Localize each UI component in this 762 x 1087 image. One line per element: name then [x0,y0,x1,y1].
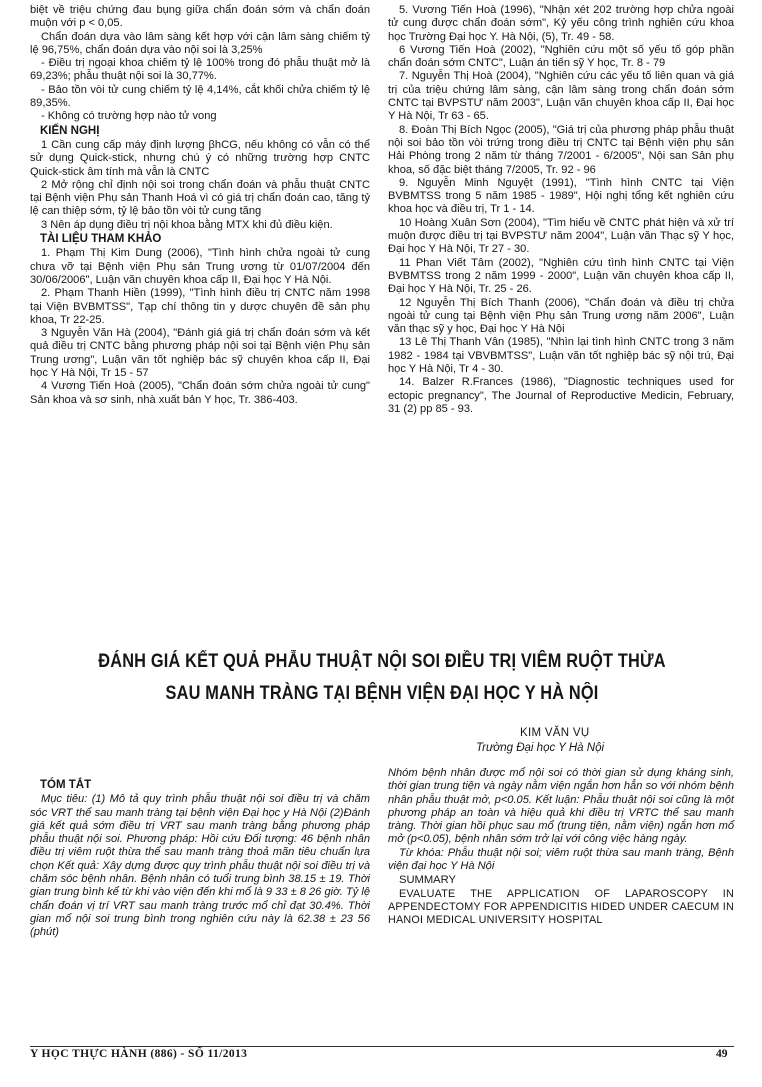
abstract-left-text: Mục tiêu: (1) Mô tả quy trình phẫu thuật nội soi điều trị và chăm sóc VRT thể sau manh tràng tại bệnh viện Đại học y Hà Nội (2)Đánh giá kết quả sớm điều trị VRT sau manh tràng bằng phương pháp phẫu thuật nội soi. Phương pháp: Hồi cứu Đối tượng: 46 bệnh nhân điều trị viêm ruột thừa thể sau manh tràng thoả mãn tiêu chuẩn lựa chọn Kết quả: Xây dựng được quy trình phẫu thuật nội soi điều trị và chăm sóc bệnh nhân. Bệnh nhân có tuổi trung bình 38.15 ± 19. Thời gian trung bình kể từ khi vào viện đến khi mổ là 9 33 ± 8 26 giờ. Tỷ lệ chẩn đoán vị trí VRT sau manh tràng trước mổ chỉ đạt 30.4%. Thời gian mổ nội soi trung bình trong nghiên cứu này là 62.38 ± 23 56 (phút) [30,793,370,939]
paragraph: 3 Nên áp dụng điều trị nội khoa bằng MTX khi đủ điều kiện. [41,218,333,231]
paragraph: - Điều trị ngoại khoa chiếm tỷ lệ 100% trong đó phẫu thuật mở là 69,23%; phẫu thuật nội soi là 30,77%. [30,57,370,83]
paragraph: biệt về triệu chứng đau bụng giữa chẩn đoán sớm và chẩn đoán muộn với p < 0,05. [30,4,370,30]
reference-item: 1. Phạm Thị Kim Dung (2006), "Tình hình chửa ngoài tử cung chưa vỡ tại Bệnh viện Phụ sản Trung ương từ 01/07/2004 đến 30/06/2006", Luận văn chuyên khoa cấp II, Đại học Y Hà Nội. [30,247,370,286]
reference-item: 14. Balzer R.Frances (1986), "Diagnostic techniques used for ectopic pregnancy", The Journal of Reproductive Medicin, February, 31 (2) pp 85 - 93. [388,376,734,415]
keywords: Từ khóa: Phẫu thuật nội soi; viêm ruột thừa sau manh tràng, Bệnh viện đại học Y Hà Nội [388,846,734,873]
right-column-top [388,4,734,416]
reference-item: 9. Nguyễn Minh Nguyệt (1991), "Tình hình CNTC tại Viện BVBMTSS trong 5 năm 1985 - 1989", Hội nghị tổng kết nghiên cứu khoa học và điều trị, Tr 1 - 14. [388,176,734,216]
paragraph: - Không có trường hợp nào tử vong [41,110,217,123]
reference-item: 7. Nguyễn Thị Hoà (2004), "Nghiên cứu các yếu tố liên quan và giá trị của triệu chứng lâm sàng, cận lâm sàng trong chẩn đoán sớm CNTC tại BVPSTƯ năm 2003", Luận văn chuyên khoa cấp II, Đại học Y Hà Nội, Tr 63 - 65. [388,70,734,123]
section-heading: KIẾN NGHỊ [40,124,100,137]
reference-item: 10 Hoàng Xuân Sơn (2004), "Tìm hiểu về CNTC phát hiện và xử trí muộn được điều trị tại BVPSTƯ năm 2004", Luận văn Thạc sỹ Y học, Đại học Y Hà Nội, Tr 27 - 30. [388,216,734,256]
summary-en-title: EVALUATE THE APPLICATION OF LAPAROSCOPY IN APPENDECTOMY FOR APPENDICITIS HIDED UNDER CAECUM IN HANOI MEDICAL UNIVERSITY HOSPITAL [388,887,734,927]
article-title-line-1: ĐÁNH GIÁ KẾT QUẢ PHẪU THUẬT NỘI SOI ĐIỀU TRỊ VIÊM RUỘT THỪA [98,651,666,672]
author-name: KIM VĂN VỤ [520,727,590,739]
reference-item: 5. Vương Tiến Hoà (1996), "Nhận xét 202 trường hợp chửa ngoài tử cung được chẩn đoán sớm", Kỷ yếu công trình nghiên cứu khoa học Trường Đại học Y. Hà Nội, (5), Tr. 49 - 58. [388,4,734,43]
author-affiliation: Trường Đại học Y Hà Nội [476,742,605,754]
reference-item: 13 Lê Thị Thanh Vân (1985), "Nhìn lại tình hình CNTC trong 3 năm 1982 - 1984 tại VBVBMTSS", Luận văn tốt nghiệp bác sỹ nội trú, Đại học Y Hà Nội, Tr 4 - 30. [388,336,734,376]
reference-item: 3 Nguyễn Văn Hà (2004), "Đánh giá giá trị chẩn đoán sớm và kết quả điều trị CNTC bằng phương pháp nội soi tại Bệnh viện Phụ sản Trung ương", Luận văn tốt nghiệp bác sỹ chuyên khoa cấp II, Đại học Y Hà Nội, Tr 15 - 57 [30,327,370,380]
abstract-right-column [388,767,734,928]
abstract-right-text: Nhóm bệnh nhân được mổ nội soi có thời gian sử dụng kháng sinh, thời gian trung tiện và ngày nằm viện ngắn hơn hẳn so với nhóm bệnh nhân phẫu thuật mở, p<0.05. Kết luận: Phẫu thuật nội soi cũng là một phương pháp an toàn và hiệu quả khi điều trị VRTC thể sau manh tràng. Thời gian hồi phục sau mổ (trung tiện, nằm viện) ngắn hơn mổ mở (p<0.05), bệnh nhân sớm trở lại với công việc hàng ngày. [388,767,734,846]
article-title-line-2: SAU MANH TRÀNG TẠI BỆNH VIỆN ĐẠI HỌC Y HÀ NỘI [165,683,599,704]
left-column-top [30,4,370,407]
reference-item: 6 Vương Tiến Hoà (2002), "Nghiên cứu một số yếu tố góp phần chẩn đoán sớm CNTC", Luận án tiến sỹ Y học, Tr. 8 - 79 [388,43,734,70]
reference-item: 12 Nguyễn Thị Bích Thanh (2006), "Chẩn đoán và điều trị chửa ngoài tử cung tại Bệnh viện Phụ sản Trung ương năm 2006", Luận văn thạc sỹ y học, Đại học Y Hà Nội [388,296,734,336]
paragraph: Chẩn đoán dựa vào lâm sàng kết hợp với cận lâm sàng chiếm tỷ lệ 96,75%, chẩn đoán dựa vào nội soi là 3,25% [30,30,370,56]
reference-item: 11 Phan Viết Tâm (2002), "Nghiên cứu tình hình CNTC tại Viện BVBMTSS trong 2 năm 1999 - 2000", Luận văn chuyên khoa cấp II, Đại học Y Hà Nội, Tr. 25 - 26. [388,256,734,296]
paragraph: 2 Mở rộng chỉ định nội soi trong chẩn đoán và phẫu thuật CNTC tại Bệnh viện Phụ sản Thanh Hoá vì có giá trị chẩn đoán cao, tăng tỷ lệ can thiệp sớm, tỷ lệ bảo tồn vòi tử cung tăng [30,178,370,218]
summary-en-heading: SUMMARY [399,874,456,887]
footer-journal: Y HỌC THỰC HÀNH (886) - SỐ 11/2013 [30,1048,248,1060]
section-heading: TÀI LIỆU THAM KHẢO [40,233,162,246]
abstract-left-column [30,778,370,940]
reference-item: 2. Phạm Thanh Hiền (1999), "Tình hình điều trị CNTC năm 1998 tại Viện BVBMTSS", Tạp chí thông tin y dược chuyên đề sản phụ khoa, Tr 22-25. [30,287,370,326]
reference-item: 8. Đoàn Thị Bích Ngọc (2005), "Giá trị của phương pháp phẫu thuật nội soi bảo tồn vòi trứng trong điều trị CNTC tại Bệnh viện phụ sản Hải Phòng trong 2 năm từ tháng 7/2001 - 6/2005", Nội san Sản phụ khoa, số đặc biệt tháng 7/2005, Tr. 92 - 96 [388,123,734,176]
paragraph: - Bảo tồn vòi tử cung chiếm tỷ lệ 4,14%, cắt khối chửa chiếm tỷ lệ 89,35%. [30,83,370,110]
summary-heading: TÓM TẮT [40,779,92,791]
footer-rule [30,1046,734,1047]
reference-item: 4 Vương Tiến Hoà (2005), "Chẩn đoán sớm chửa ngoài tử cung" Sản khoa và sơ sinh, nhà xuất bản Y học, Tr. 386-403. [30,380,370,406]
paragraph: 1 Cần cung cấp máy định lượng βhCG, nếu không có vẫn có thể sử dụng Quick-stick, nhưng chú ý có những trường hợp CNTC Quick-stick âm tính mà vẫn là CNTC [30,138,370,178]
page-number: 49 [716,1048,728,1060]
